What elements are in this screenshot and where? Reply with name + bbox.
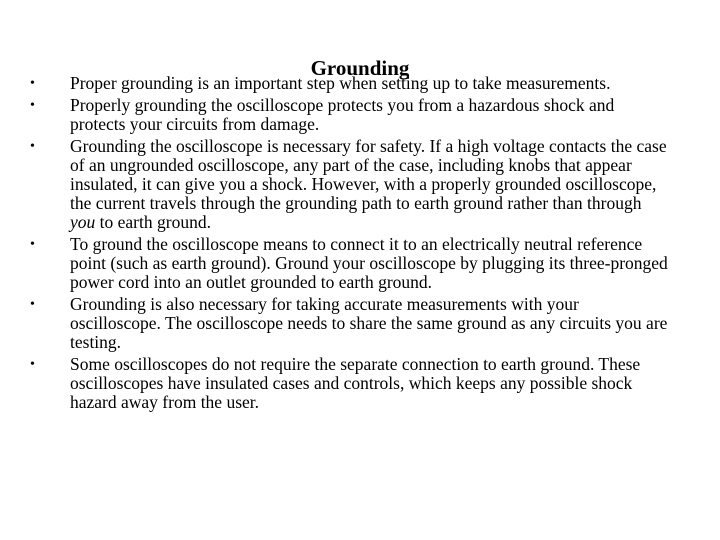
bullet-dot-icon: • — [30, 139, 35, 154]
bullet-text: To ground the oscilloscope means to connect it to an electrically neutral reference point (such as earth ground). Ground your oscilloscope by plugging its three-pronged power cord into an outlet grounded to earth ground. — [70, 234, 668, 292]
bullet-item-grounding-importance — [30, 74, 670, 93]
bullet-item-how-to-ground — [30, 235, 670, 292]
bullet-dot-icon: • — [30, 76, 35, 91]
bullet-text: Proper grounding is an important step when setting up to take measurements. — [70, 73, 611, 93]
bullet-item-accurate-measurements — [30, 295, 670, 352]
bullet-text-before: Grounding the oscilloscope is necessary for safety. If a high voltage contacts the case of an ungrounded oscilloscope, any part of the case, including knobs that appear insulated, it can give you a shock. However, with a properly grounded oscilloscope, the current travels through the grounding path to earth ground rather than through — [70, 136, 667, 213]
bullet-dot-icon: • — [30, 297, 35, 312]
bullet-text: Properly grounding the oscilloscope protects you from a hazardous shock and protects your circuits from damage. — [70, 95, 615, 134]
bullet-dot-icon: • — [30, 98, 35, 113]
bullet-item-insulated-cases — [30, 355, 670, 412]
bullet-text-after: to earth ground. — [95, 212, 211, 232]
bullet-text: Some oscilloscopes do not require the separate connection to earth ground. These oscilloscopes have insulated cases and controls, which keeps any possible shock hazard away from the user. — [70, 354, 641, 412]
bullet-item-safety — [30, 137, 670, 232]
slide-title: Grounding — [310, 56, 410, 80]
bullet-item-protection — [30, 96, 670, 134]
bullet-dot-icon: • — [30, 357, 35, 372]
bullet-dot-icon: • — [30, 237, 35, 252]
bullet-list — [30, 74, 670, 415]
bullet-text: Grounding is also necessary for taking accurate measurements with your oscilloscope. The oscilloscope needs to share the same ground as any circuits you are testing. — [70, 294, 668, 352]
bullet-text-emphasis: you — [70, 212, 96, 232]
